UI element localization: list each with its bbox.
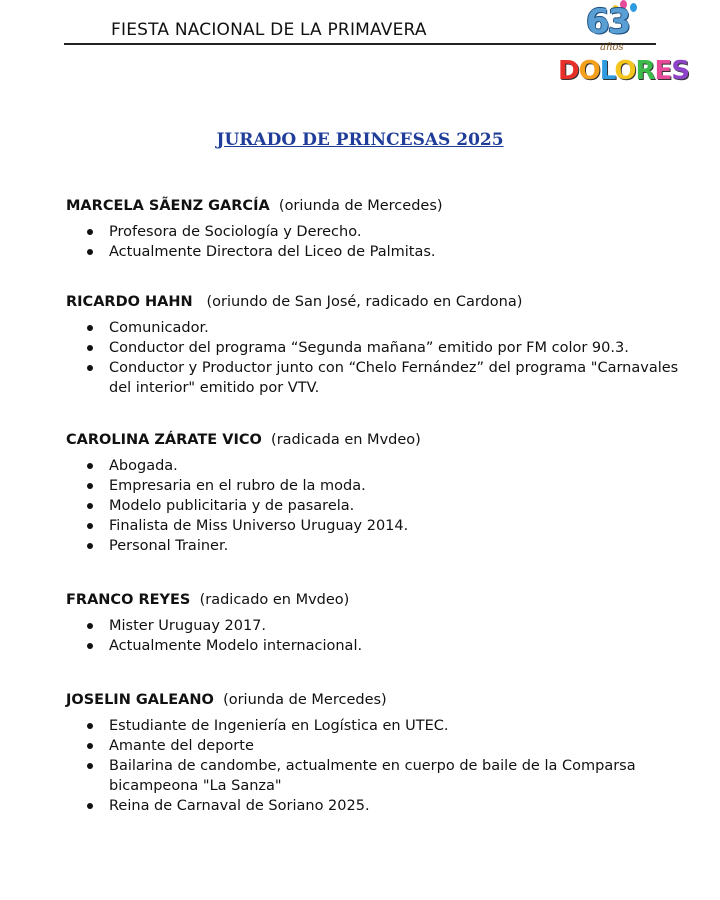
detail-item: Estudiante de Ingeniería en Logística en UTEC. bbox=[86, 716, 686, 736]
detail-item: Abogada. bbox=[86, 456, 686, 476]
jury-member-origin: (radicado en Mvdeo) bbox=[199, 592, 350, 608]
logo-letter: O bbox=[614, 56, 636, 86]
jury-member-details bbox=[66, 616, 686, 656]
jury-member-origin: (radicada en Mvdeo) bbox=[271, 432, 421, 448]
detail-item: Modelo publicitaria y de pasarela. bbox=[86, 496, 686, 516]
jury-member-name: RICARDO HAHN bbox=[66, 294, 193, 310]
jury-member-heading bbox=[66, 590, 686, 610]
event-logo bbox=[556, 0, 689, 92]
jury-member bbox=[66, 292, 686, 398]
logo-anos: años bbox=[600, 42, 624, 53]
logo-letter: O bbox=[578, 56, 600, 86]
logo-letter: S bbox=[671, 56, 689, 86]
jury-member-details bbox=[66, 318, 686, 398]
jury-member-origin: (oriunda de Mercedes) bbox=[278, 198, 443, 214]
jury-member-details bbox=[66, 456, 686, 556]
detail-item: Profesora de Sociología y Derecho. bbox=[86, 222, 686, 242]
detail-item: Conductor del programa “Segunda mañana” emitido por FM color 90.3. bbox=[86, 338, 686, 358]
jury-member bbox=[66, 196, 686, 262]
jury-member-heading bbox=[66, 292, 686, 312]
jury-member-details bbox=[66, 222, 686, 262]
logo-letter: L bbox=[599, 56, 615, 86]
detail-item: Personal Trainer. bbox=[86, 536, 686, 556]
jury-member-heading bbox=[66, 196, 686, 216]
detail-item: Conductor y Productor junto con “Chelo Fernández” del programa "Carnavales del interior" emitido por VTV. bbox=[86, 358, 686, 398]
logo-letter: R bbox=[635, 56, 655, 86]
detail-item: Empresaria en el rubro de la moda. bbox=[86, 476, 686, 496]
jury-member-details bbox=[66, 716, 686, 816]
jury-member-origin: (oriunda de Mercedes) bbox=[223, 692, 387, 708]
detail-item: Actualmente Modelo internacional. bbox=[86, 636, 686, 656]
detail-item: Actualmente Directora del Liceo de Palmitas. bbox=[86, 242, 686, 262]
jury-member-name: MARCELA SÃENZ GARCÍA bbox=[66, 198, 270, 214]
jury-member-name: JOSELIN GALEANO bbox=[66, 692, 214, 708]
detail-item: Comunicador. bbox=[86, 318, 686, 338]
logo-letter: D bbox=[558, 56, 579, 86]
detail-item: Amante del deporte bbox=[86, 736, 686, 756]
jury-member-name: FRANCO REYES bbox=[66, 592, 191, 608]
jury-list bbox=[66, 196, 686, 816]
jury-member bbox=[66, 690, 686, 816]
balloon-icon bbox=[630, 3, 637, 12]
detail-item: Mister Uruguay 2017. bbox=[86, 616, 686, 636]
logo-letter: E bbox=[654, 56, 672, 86]
detail-item: Bailarina de candombe, actualmente en cuerpo de baile de la Comparsa bicampeona "La Sanza" bbox=[86, 756, 686, 796]
detail-item: Finalista de Miss Universo Uruguay 2014. bbox=[86, 516, 686, 536]
jury-member-origin: (oriundo de San José, radicado en Cardona) bbox=[206, 294, 523, 310]
header-title: FIESTA NACIONAL DE LA PRIMAVERA bbox=[111, 20, 427, 40]
document-title: JURADO DE PRINCESAS 2025 bbox=[216, 130, 504, 150]
jury-member-heading bbox=[66, 690, 686, 710]
jury-member bbox=[66, 430, 686, 556]
jury-member bbox=[66, 590, 686, 656]
logo-city bbox=[558, 56, 689, 86]
jury-member-heading bbox=[66, 430, 686, 450]
jury-member-name: CAROLINA ZÁRATE VICO bbox=[66, 432, 262, 448]
detail-item: Reina de Carnaval de Soriano 2025. bbox=[86, 796, 686, 816]
logo-number: 63 bbox=[586, 2, 630, 42]
